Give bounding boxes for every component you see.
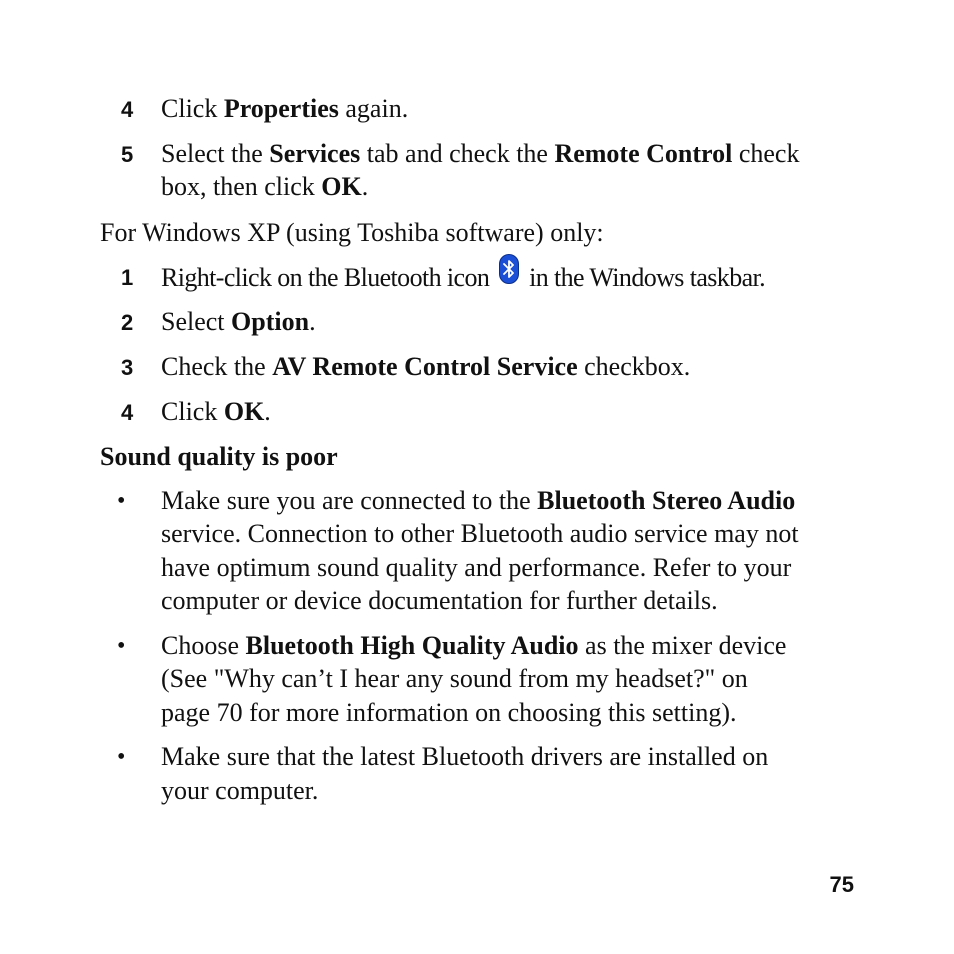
bullet-text-cont: have optimum sound quality and performance. Refer to your [161,553,792,582]
text: Select [161,307,232,336]
text: again. [338,94,409,123]
bullet-marker: • [117,633,126,659]
text: Click [161,94,224,123]
bullet-text-cont: your computer. [161,776,319,805]
step-number: 5 [121,142,134,167]
ui-term: Bluetooth High Quality Audio [245,631,579,660]
bullet-text-cont: computer or device documentation for further details. [161,586,718,615]
text: box, then click [161,172,322,201]
ui-term: Option [231,307,310,336]
step-text [161,260,765,294]
step-number: 2 [121,310,134,335]
step-number: 1 [121,265,134,290]
step-text [161,395,271,428]
bullet-text [161,629,786,662]
step-text [161,137,799,170]
ui-term: Remote Control [554,139,733,168]
bullet-text: Make sure that the latest Bluetooth drivers are installed on [161,742,769,771]
bullet-marker: • [117,488,126,514]
text: . [264,397,271,426]
step-text [161,305,316,338]
ui-term: Services [269,139,361,168]
step-text [161,350,690,383]
ui-term: OK [223,397,265,426]
bullet-marker: • [117,744,126,770]
text: Right-click on the Bluetooth icon [161,263,490,292]
step-number: 4 [121,97,134,122]
section-heading: Sound quality is poor [100,442,338,471]
ui-term: AV Remote Control Service [272,352,578,381]
text: Check the [161,352,273,381]
xp-intro: For Windows XP (using Toshiba software) only: [100,218,604,247]
text: Make sure you are connected to the [161,486,538,515]
ui-term: OK [321,172,362,201]
bullet-text-cont: (See "Why can’t I hear any sound from my headset?" on [161,664,748,693]
bullet-text [161,484,795,517]
step-text-cont [161,170,368,203]
bluetooth-icon [499,254,519,284]
bullet-text-cont: page 70 for more information on choosing this setting). [161,698,737,727]
text: . [309,307,316,336]
text: check [732,139,800,168]
text: in the Windows taskbar. [529,263,766,292]
text: Choose [161,631,246,660]
text: tab and check the [360,139,555,168]
step-text [161,92,408,125]
text: Click [161,397,224,426]
step-number: 4 [121,400,134,425]
step-number: 3 [121,355,134,380]
text: . [361,172,369,201]
bullet-text-cont: service. Connection to other Bluetooth audio service may not [161,519,799,548]
text: Select the [161,139,270,168]
ui-term: Bluetooth Stereo Audio [537,486,796,515]
text: checkbox. [577,352,691,381]
ui-term: Properties [223,94,339,123]
text: as the mixer device [578,631,787,660]
page-number: 75 [829,872,854,897]
